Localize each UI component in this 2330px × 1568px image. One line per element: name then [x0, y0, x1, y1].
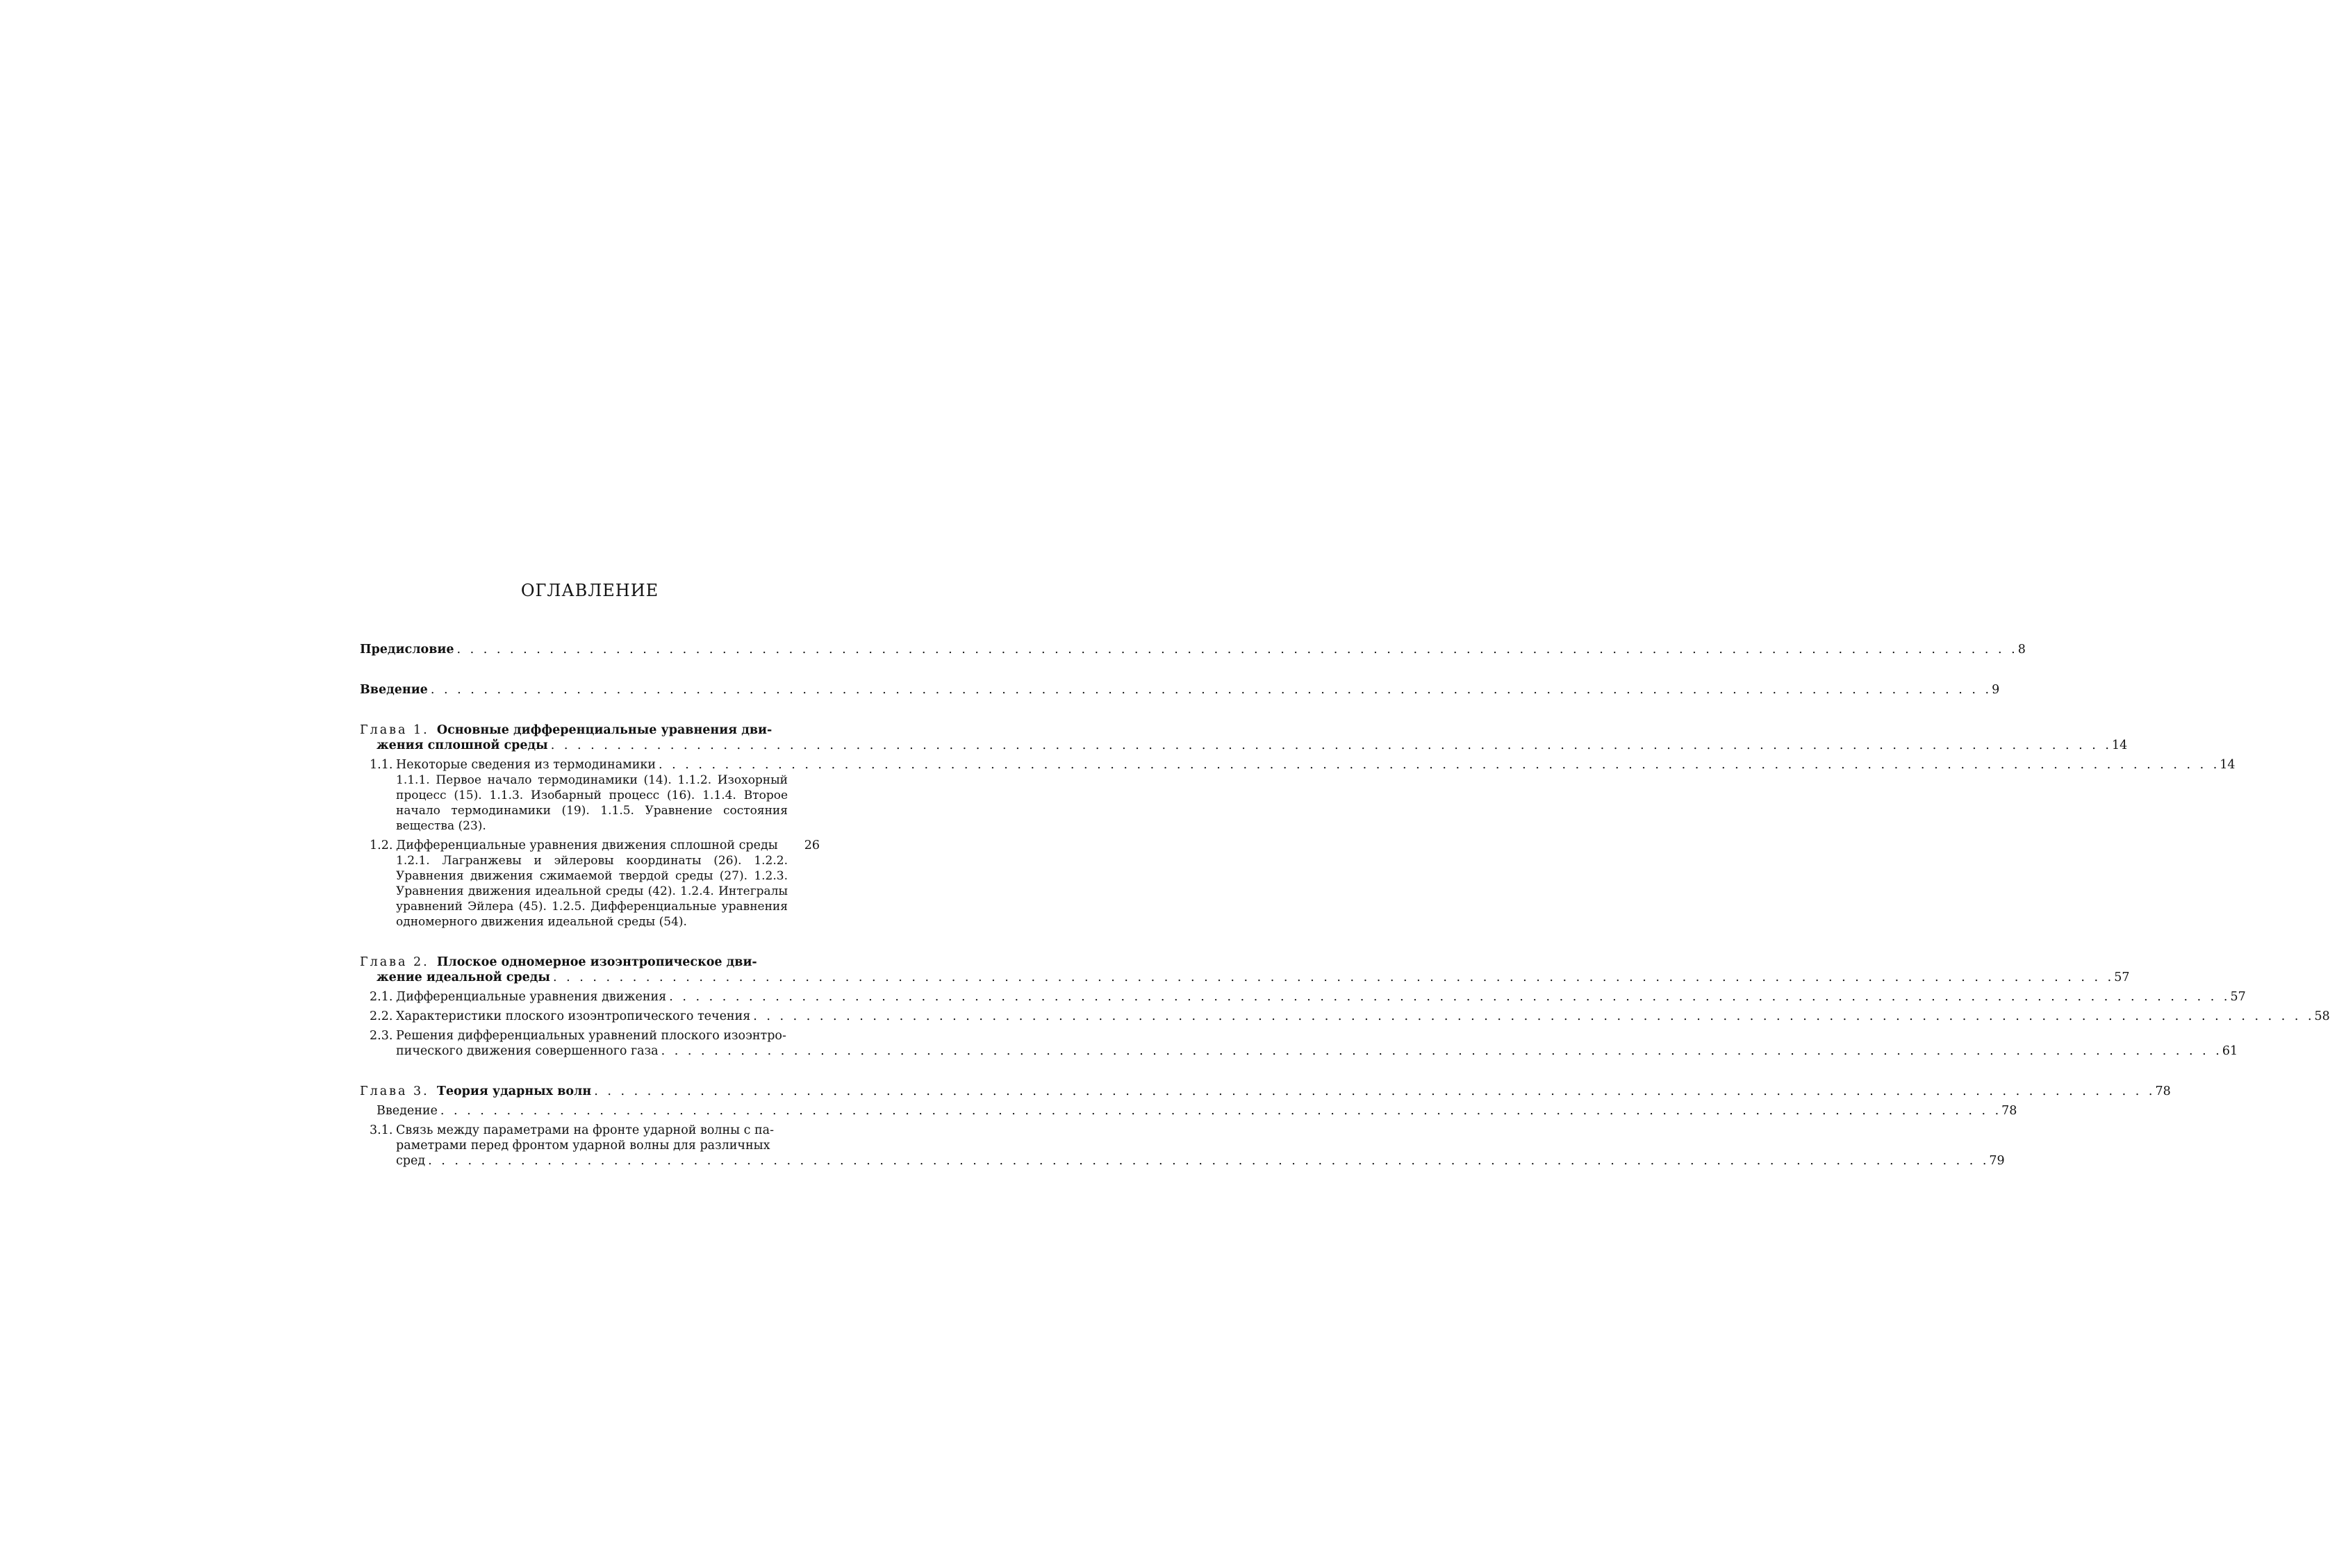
- toc-page: 14: [2220, 758, 2236, 772]
- toc-page: 78: [2155, 1084, 2171, 1098]
- toc-page: 57: [2114, 971, 2130, 984]
- page-title: ОГЛАВЛЕНИЕ: [520, 581, 659, 600]
- chapter-title-line1: Основные дифференциальные уравнения дви-: [436, 723, 772, 737]
- section-label: Введение: [377, 1104, 438, 1118]
- chapter-3-intro[interactable]: [360, 1103, 2017, 1119]
- section-label-line1: Связь между параметрами на фронте ударной волны с па-: [396, 1123, 775, 1137]
- section-number: 2.1.: [370, 990, 393, 1004]
- toc-page: 26: [804, 839, 820, 852]
- chapter-prefix: Глава 2.: [360, 955, 429, 969]
- section-number: 3.1.: [370, 1123, 393, 1137]
- chapter-title-line2: жения сплошной среды: [377, 738, 548, 752]
- section-label: Дифференциальные уравнения движения сплошной среды: [396, 839, 778, 852]
- section-number: 1.2.: [370, 839, 393, 852]
- chapter-prefix: Глава 1.: [360, 723, 429, 737]
- chapter-title-line1: Плоское одномерное изоэнтропическое дви-: [436, 955, 757, 969]
- section-2-1[interactable]: [360, 989, 2246, 1005]
- chapter-title-line2: жение идеальной среды: [377, 971, 550, 984]
- section-label: Дифференциальные уравнения движения: [396, 990, 667, 1004]
- toc-label: Предисловие: [360, 643, 454, 657]
- chapter-title: Теория ударных волн: [436, 1084, 592, 1098]
- toc-page: 9: [1992, 683, 2000, 697]
- section-number: 1.1.: [370, 758, 393, 772]
- chapter-2: [360, 955, 2330, 1059]
- section-label-line2: пического движения совершенного газа: [396, 1044, 659, 1058]
- section-number: 2.3.: [370, 1029, 393, 1043]
- toc-page: 61: [2222, 1044, 2238, 1058]
- section-label-line2: раметрами перед фронтом ударной волны для различных: [396, 1139, 770, 1153]
- chapter-1: [360, 723, 2236, 930]
- toc-page: 14: [2111, 738, 2128, 752]
- toc-entry-preface[interactable]: [360, 642, 2026, 657]
- section-1-1[interactable]: [360, 757, 2236, 834]
- chapter-2-heading[interactable]: [360, 955, 2130, 985]
- chapter-3-heading[interactable]: [360, 1084, 2171, 1099]
- subsection-list: 1.2.1. Лагранжевы и эйлеровы координаты (26). 1.2.2. Уравнения движения сжимаемой твердой среды (27). 1.2.3. Уравнения движения идеальной среды (42). 1.2.4. Интегралы уравнений Эйлера (45). 1.2.5. Дифференциальные уравнения одномерного движения идеальной среды (54).: [396, 854, 788, 929]
- chapter-1-heading[interactable]: [360, 723, 2128, 753]
- section-1-2[interactable]: [360, 838, 820, 930]
- chapter-prefix: Глава 3.: [360, 1084, 429, 1098]
- toc-label: Введение: [360, 683, 428, 697]
- section-label: Характеристики плоского изоэнтропического течения: [396, 1009, 751, 1023]
- subsection-list: 1.1.1. Первое начало термодинамики (14). 1.1.2. Изохорный процесс (15). 1.1.3. Изобарный процесс (16). 1.1.4. Второе начало термодинамики (19). 1.1.5. Уравнение состояния вещества (23).: [396, 773, 788, 833]
- chapter-3: [360, 1084, 2171, 1169]
- toc-page: 79: [1989, 1154, 2005, 1168]
- table-of-contents: [360, 642, 2330, 1169]
- toc-page: 78: [2001, 1104, 2017, 1118]
- section-3-1[interactable]: [360, 1123, 2005, 1169]
- section-2-2[interactable]: [360, 1009, 2330, 1024]
- section-label-line1: Решения дифференциальных уравнений плоского изоэнтро-: [396, 1029, 786, 1043]
- section-label-line3: сред: [396, 1154, 426, 1168]
- section-label: Некоторые сведения из термодинамики: [396, 758, 656, 772]
- section-number: 2.2.: [370, 1009, 393, 1023]
- toc-page: 57: [2230, 990, 2246, 1004]
- toc-page: 8: [2017, 643, 2026, 657]
- section-2-3[interactable]: [360, 1028, 2238, 1059]
- toc-entry-intro[interactable]: [360, 682, 2000, 698]
- toc-page: 58: [2314, 1009, 2330, 1023]
